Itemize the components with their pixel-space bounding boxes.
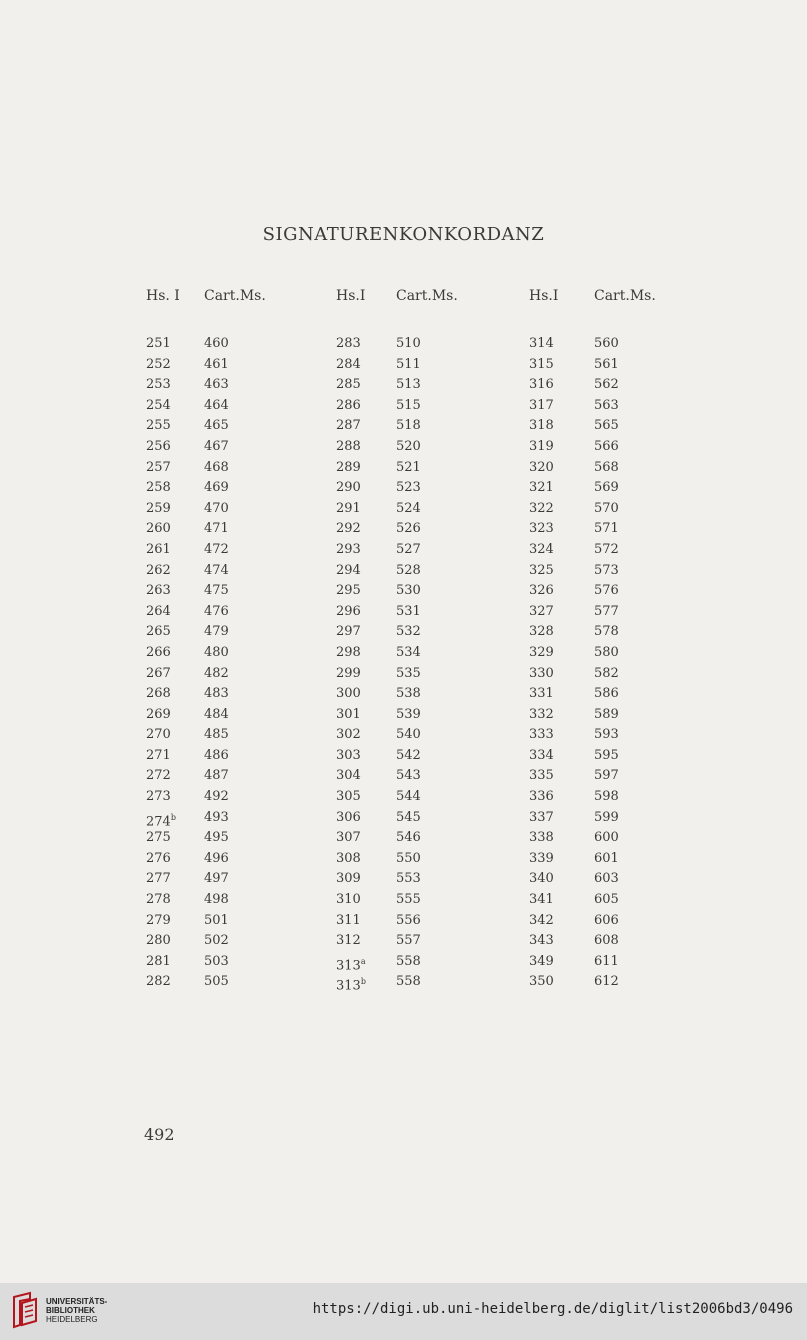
cart-ms-number: 497 — [204, 871, 229, 887]
hs-suffix: b — [360, 977, 366, 987]
hs-number: 260 — [146, 521, 171, 537]
cart-ms-number: 511 — [396, 356, 421, 372]
cart-ms-number: 485 — [204, 727, 229, 743]
hs-number: 267 — [146, 665, 171, 681]
cart-ms-number: 582 — [594, 665, 619, 681]
hs-number: 337 — [529, 809, 554, 825]
hs-number: 313$^a$ — [336, 956, 366, 974]
cart-ms-number: 603 — [594, 871, 619, 887]
header-hs: Hs. I — [146, 288, 180, 304]
hs-suffix: b — [170, 812, 176, 822]
cart-ms-number: 464 — [204, 397, 229, 413]
hs-suffix: a — [360, 956, 366, 966]
cart-ms-number: 472 — [204, 541, 229, 557]
cart-ms-number: 524 — [396, 500, 421, 516]
hs-number: 314 — [529, 336, 554, 351]
hs-number: 286 — [336, 397, 361, 413]
hs-number: 311 — [336, 912, 361, 928]
cart-ms-number: 496 — [204, 850, 229, 866]
hs-number: 290 — [336, 480, 361, 496]
hs-number: 340 — [529, 871, 554, 887]
cart-ms-number: 578 — [594, 624, 619, 640]
hs-number: 307 — [336, 830, 361, 846]
hs-number: 265 — [146, 624, 171, 640]
hs-number: 303 — [336, 747, 361, 763]
hs-number: 291 — [336, 500, 361, 516]
cart-ms-number: 569 — [594, 480, 619, 496]
hs-number: 334 — [529, 747, 554, 763]
hs-number: 335 — [529, 768, 554, 784]
cart-ms-number: 513 — [396, 377, 421, 393]
hs-number: 272 — [146, 768, 171, 784]
cart-ms-number: 600 — [594, 830, 619, 846]
hs-number: 317 — [529, 397, 554, 413]
hs-number: 321 — [529, 480, 554, 496]
hs-number: 276 — [146, 850, 171, 866]
cart-ms-number: 528 — [396, 562, 421, 578]
cart-ms-number: 611 — [594, 953, 619, 969]
cart-ms-number: 550 — [396, 850, 421, 866]
header-hs: Hs.I — [529, 288, 559, 304]
hs-number: 309 — [336, 871, 361, 887]
cart-ms-number: 498 — [204, 892, 229, 908]
cart-ms-number: 475 — [204, 583, 229, 599]
hs-number: 277 — [146, 871, 171, 887]
hs-number: 312 — [336, 933, 361, 949]
cart-ms-number: 589 — [594, 706, 619, 722]
hs-number: 306 — [336, 809, 361, 825]
cart-ms-number: 612 — [594, 974, 619, 990]
cart-ms-number: 556 — [396, 912, 421, 928]
hs-number: 280 — [146, 933, 171, 949]
cart-ms-number: 565 — [594, 418, 619, 434]
cart-ms-number: 605 — [594, 892, 619, 908]
hs-number: 275 — [146, 830, 171, 846]
header-cart: Cart.Ms. — [396, 288, 458, 304]
hs-number: 256 — [146, 438, 171, 454]
hs-number: 305 — [336, 789, 361, 805]
hs-number: 295 — [336, 583, 361, 599]
cart-ms-number: 468 — [204, 459, 229, 475]
hs-number: 253 — [146, 377, 171, 393]
hs-number: 254 — [146, 397, 171, 413]
hs-number: 251 — [146, 336, 171, 351]
cart-ms-number: 520 — [396, 438, 421, 454]
cart-ms-number: 560 — [594, 336, 619, 351]
cart-ms-number: 469 — [204, 480, 229, 496]
hs-number: 332 — [529, 706, 554, 722]
cart-ms-number: 606 — [594, 912, 619, 928]
page-number: 492 — [144, 1125, 175, 1144]
cart-ms-number: 546 — [396, 830, 421, 846]
hs-number: 349 — [529, 953, 554, 969]
cart-ms-number: 576 — [594, 583, 619, 599]
cart-ms-number: 487 — [204, 768, 229, 784]
cart-ms-number: 467 — [204, 438, 229, 454]
library-name-line-1: UNIVERSITÄTS- — [46, 1297, 108, 1306]
cart-ms-number: 571 — [594, 521, 619, 537]
cart-ms-number: 479 — [204, 624, 229, 640]
cart-ms-number: 493 — [204, 809, 229, 825]
hs-number: 323 — [529, 521, 554, 537]
hs-number: 271 — [146, 747, 171, 763]
hs-number: 262 — [146, 562, 171, 578]
hs-number: 257 — [146, 459, 171, 475]
hs-number: 299 — [336, 665, 361, 681]
cart-ms-number: 566 — [594, 438, 619, 454]
cart-ms-number: 568 — [594, 459, 619, 475]
cart-ms-number: 501 — [204, 912, 229, 928]
hs-number: 298 — [336, 644, 361, 660]
cart-ms-number: 534 — [396, 644, 421, 660]
hs-number: 288 — [336, 438, 361, 454]
cart-ms-number: 505 — [204, 974, 229, 990]
cart-ms-number: 573 — [594, 562, 619, 578]
hs-number: 327 — [529, 603, 554, 619]
hs-number: 292 — [336, 521, 361, 537]
hs-number: 293 — [336, 541, 361, 557]
cart-ms-number: 577 — [594, 603, 619, 619]
cart-ms-number: 538 — [396, 686, 421, 702]
hs-number: 331 — [529, 686, 554, 702]
cart-ms-number: 486 — [204, 747, 229, 763]
cart-ms-number: 484 — [204, 706, 229, 722]
cart-ms-number: 523 — [396, 480, 421, 496]
hs-number: 270 — [146, 727, 171, 743]
hs-number: 342 — [529, 912, 554, 928]
hs-number: 282 — [146, 974, 171, 990]
cart-ms-number: 530 — [396, 583, 421, 599]
cart-ms-number: 599 — [594, 809, 619, 825]
hs-number: 258 — [146, 480, 171, 496]
cart-ms-number: 535 — [396, 665, 421, 681]
cart-ms-number: 515 — [396, 397, 421, 413]
library-name-line-2: BIBLIOTHEK — [46, 1306, 95, 1315]
cart-ms-number: 563 — [594, 397, 619, 413]
cart-ms-number: 595 — [594, 747, 619, 763]
hs-number: 296 — [336, 603, 361, 619]
cart-ms-number: 558 — [396, 974, 421, 990]
cart-ms-number: 463 — [204, 377, 229, 393]
cart-ms-number: 510 — [396, 336, 421, 351]
cart-ms-number: 495 — [204, 830, 229, 846]
cart-ms-number: 492 — [204, 789, 229, 805]
cart-ms-number: 503 — [204, 953, 229, 969]
hs-number: 259 — [146, 500, 171, 516]
hs-number: 343 — [529, 933, 554, 949]
cart-ms-number: 597 — [594, 768, 619, 784]
cart-ms-number: 601 — [594, 850, 619, 866]
hs-number: 350 — [529, 974, 554, 990]
hs-number: 322 — [529, 500, 554, 516]
hs-number: 338 — [529, 830, 554, 846]
cart-ms-number: 540 — [396, 727, 421, 743]
library-name[interactable] — [46, 1297, 107, 1324]
hs-number: 319 — [529, 438, 554, 454]
cart-ms-number: 531 — [396, 603, 421, 619]
cart-ms-number: 527 — [396, 541, 421, 557]
hs-number: 269 — [146, 706, 171, 722]
cart-ms-number: 542 — [396, 747, 421, 763]
header-hs: Hs.I — [336, 288, 366, 304]
cart-ms-number: 483 — [204, 686, 229, 702]
cart-ms-number: 562 — [594, 377, 619, 393]
cart-ms-number: 570 — [594, 500, 619, 516]
cart-ms-number: 545 — [396, 809, 421, 825]
cart-ms-number: 580 — [594, 644, 619, 660]
cart-ms-number: 471 — [204, 521, 229, 537]
cart-ms-number: 561 — [594, 356, 619, 372]
hs-number: 324 — [529, 541, 554, 557]
hs-number: 325 — [529, 562, 554, 578]
page-title: SIGNATURENKONKORDANZ — [262, 224, 545, 245]
hs-number: 281 — [146, 953, 171, 969]
footer-bar — [0, 1283, 807, 1340]
permalink-url[interactable]: https://digi.ub.uni-heidelberg.de/diglit/list2006bd3/0496 — [312, 1301, 793, 1317]
cart-ms-number: 526 — [396, 521, 421, 537]
cart-ms-number: 543 — [396, 768, 421, 784]
hs-number: 283 — [336, 336, 361, 351]
cart-ms-number: 598 — [594, 789, 619, 805]
hs-number: 301 — [336, 706, 361, 722]
cart-ms-number: 532 — [396, 624, 421, 640]
cart-ms-number: 539 — [396, 706, 421, 722]
hs-number: 294 — [336, 562, 361, 578]
header-cart: Cart.Ms. — [594, 288, 656, 304]
hs-number: 302 — [336, 727, 361, 743]
cart-ms-number: 470 — [204, 500, 229, 516]
hs-number: 255 — [146, 418, 171, 434]
hs-number: 285 — [336, 377, 361, 393]
cart-ms-number: 558 — [396, 953, 421, 969]
hs-number: 316 — [529, 377, 554, 393]
hs-number: 304 — [336, 768, 361, 784]
hs-number: 289 — [336, 459, 361, 475]
hs-number: 261 — [146, 541, 171, 557]
cart-ms-number: 480 — [204, 644, 229, 660]
cart-ms-number: 544 — [396, 789, 421, 805]
hs-number: 308 — [336, 850, 361, 866]
hs-number: 279 — [146, 912, 171, 928]
hs-number: 266 — [146, 644, 171, 660]
cart-ms-number: 461 — [204, 356, 229, 372]
hs-number: 330 — [529, 665, 554, 681]
cart-ms-number: 476 — [204, 603, 229, 619]
cart-ms-number: 555 — [396, 892, 421, 908]
hs-number: 318 — [529, 418, 554, 434]
cart-ms-number: 557 — [396, 933, 421, 949]
cart-ms-number: 593 — [594, 727, 619, 743]
cart-ms-number: 521 — [396, 459, 421, 475]
cart-ms-number: 474 — [204, 562, 229, 578]
cart-ms-number: 465 — [204, 418, 229, 434]
hs-number: 284 — [336, 356, 361, 372]
cart-ms-number: 518 — [396, 418, 421, 434]
hs-number: 326 — [529, 583, 554, 599]
hs-number: 333 — [529, 727, 554, 743]
cart-ms-number: 482 — [204, 665, 229, 681]
hs-number: 297 — [336, 624, 361, 640]
hs-number: 339 — [529, 850, 554, 866]
hs-number: 274$^b$ — [146, 812, 176, 829]
cart-ms-number: 608 — [594, 933, 619, 949]
hs-number: 263 — [146, 583, 171, 599]
cart-ms-number: 460 — [204, 336, 229, 351]
hs-number: 273 — [146, 789, 171, 805]
hs-number: 336 — [529, 789, 554, 805]
hs-number: 287 — [336, 418, 361, 434]
hs-number: 329 — [529, 644, 554, 660]
hs-number: 315 — [529, 356, 554, 372]
hs-number: 341 — [529, 892, 554, 908]
cart-ms-number: 502 — [204, 933, 229, 949]
hs-number: 320 — [529, 459, 554, 475]
header-cart: Cart.Ms. — [204, 288, 266, 304]
hs-number: 300 — [336, 686, 361, 702]
cart-ms-number: 572 — [594, 541, 619, 557]
library-logo-icon[interactable] — [10, 1291, 40, 1331]
hs-number: 264 — [146, 603, 171, 619]
hs-number: 310 — [336, 892, 361, 908]
cart-ms-number: 586 — [594, 686, 619, 702]
hs-number: 268 — [146, 686, 171, 702]
cart-ms-number: 553 — [396, 871, 421, 887]
hs-number: 252 — [146, 356, 171, 372]
hs-number: 328 — [529, 624, 554, 640]
library-name-line-3: HEIDELBERG — [46, 1315, 98, 1324]
hs-number: 278 — [146, 892, 171, 908]
hs-number: 313$^b$ — [336, 977, 366, 994]
